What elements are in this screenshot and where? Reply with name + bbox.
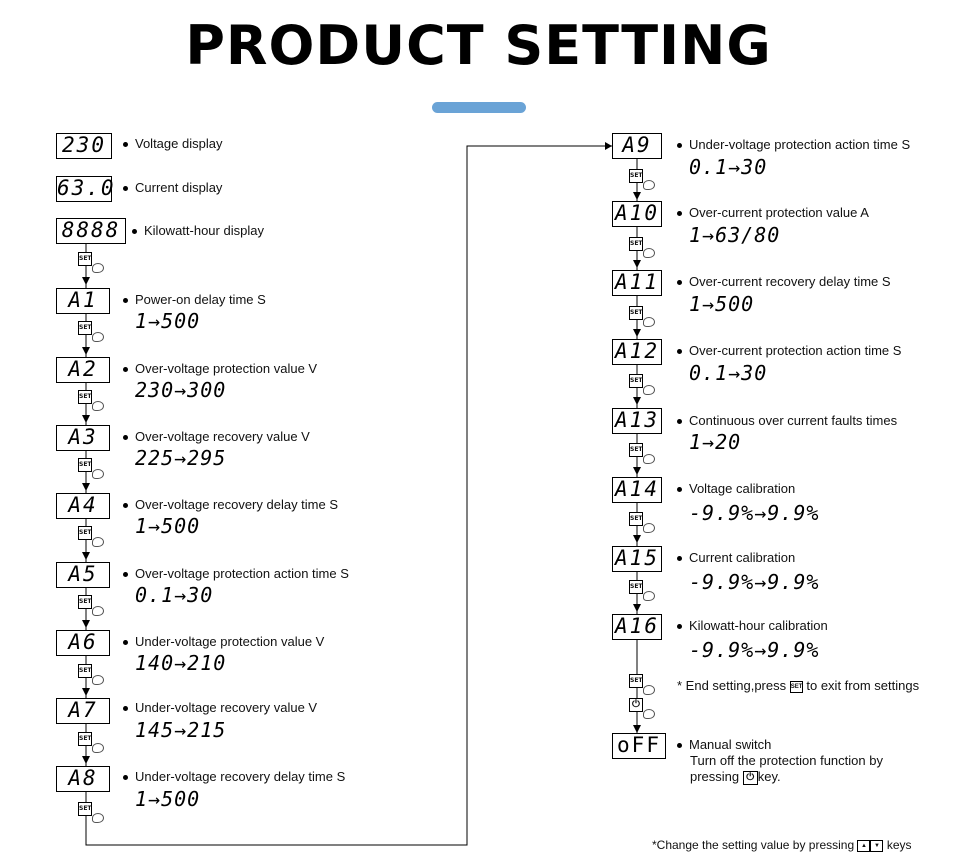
kwh-display-label: Kilowatt-hour display [132,223,264,238]
a2-range: 230→300 [135,378,227,402]
lcd-a3: A3 [56,425,110,451]
power-key-icon: ⏻ [743,771,758,785]
a6-range: 140→210 [135,651,227,675]
bullet-icon [132,229,137,234]
finger-press-icon [643,523,655,533]
finger-press-icon [92,401,104,411]
lcd-a4: A4 [56,493,110,519]
lcd-kwh-display: 8888 [56,218,126,244]
lcd-a11: A11 [612,270,662,296]
bullet-icon [677,419,682,424]
a15-label: Current calibration [677,550,795,565]
a7-range: 145→215 [135,718,227,742]
end-setting-note: * End setting,press SET to exit from settings [677,678,920,693]
finger-press-icon [643,317,655,327]
lcd-voltage-display: 230 [56,133,112,159]
a16-range: -9.9%→9.9% [689,638,820,662]
a15-range: -9.9%→9.9% [689,570,820,594]
page-title: PRODUCT SETTING [185,14,772,77]
finger-press-icon [643,385,655,395]
lcd-a6: A6 [56,630,110,656]
finger-press-icon [92,743,104,753]
bullet-icon [123,503,128,508]
lcd-a15: A15 [612,546,662,572]
finger-press-icon [643,709,655,719]
a3-label: Over-voltage recovery value V [123,429,310,444]
bullet-icon [123,298,128,303]
set-key-icon: SET [629,674,643,688]
bullet-icon [123,775,128,780]
lcd-a16: A16 [612,614,662,640]
set-key-icon: SET [78,664,92,678]
set-key-icon: SET [629,374,643,388]
bullet-icon [677,556,682,561]
finger-press-icon [92,332,104,342]
a2-label: Over-voltage protection value V [123,361,317,376]
finger-press-icon [92,606,104,616]
bullet-icon [677,211,682,216]
a12-range: 0.1→30 [689,361,768,385]
set-key-icon: SET [78,321,92,335]
finger-press-icon [643,591,655,601]
finger-press-icon [643,248,655,258]
set-key-icon: SET [78,526,92,540]
bullet-icon [677,487,682,492]
bullet-icon [677,743,682,748]
set-key-icon: SET [790,681,803,693]
finger-press-icon [643,685,655,695]
bullet-icon [677,280,682,285]
a14-label: Voltage calibration [677,481,795,496]
bullet-icon [123,142,128,147]
lcd-off: oFF [612,733,666,759]
a10-range: 1→63/80 [689,223,781,247]
lcd-a13: A13 [612,408,662,434]
lcd-a8: A8 [56,766,110,792]
a14-range: -9.9%→9.9% [689,501,820,525]
set-key-icon: SET [78,252,92,266]
a1-label: Power-on delay time S [123,292,266,307]
a4-label: Over-voltage recovery delay time S [123,497,338,512]
a11-range: 1→500 [689,292,755,316]
a8-label: Under-voltage recovery delay time S [123,769,345,784]
lcd-a1: A1 [56,288,110,314]
lcd-a12: A12 [612,339,662,365]
current-display-label: Current display [123,180,222,195]
footer-note: *Change the setting value by pressing ▲ ▼ keys [652,838,912,852]
a12-label: Over-current protection action time S [677,343,901,358]
bullet-icon [677,143,682,148]
set-key-icon: SET [78,732,92,746]
finger-press-icon [92,813,104,823]
bullet-icon [123,435,128,440]
lcd-current-display: 63.0 [57,176,116,200]
lcd-a14: A14 [612,477,662,503]
set-key-icon: SET [78,390,92,404]
lcd-a5: A5 [56,562,110,588]
finger-press-icon [643,180,655,190]
a1-range: 1→500 [135,309,201,333]
a7-label: Under-voltage recovery value V [123,700,317,715]
manual-switch-desc: Turn off the protection function by [690,753,883,768]
a6-label: Under-voltage protection value V [123,634,324,649]
down-key-icon: ▼ [870,840,883,852]
bullet-icon [123,706,128,711]
a13-range: 1→20 [689,430,742,454]
a16-label: Kilowatt-hour calibration [677,618,828,633]
a5-label: Over-voltage protection action time S [123,566,349,581]
set-key-icon: SET [629,237,643,251]
lcd-a9: A9 [612,133,662,159]
a9-range: 0.1→30 [689,155,768,179]
lcd-a2: A2 [56,357,110,383]
a4-range: 1→500 [135,514,201,538]
finger-press-icon [92,469,104,479]
a5-range: 0.1→30 [135,583,214,607]
set-key-icon: SET [78,802,92,816]
a9-label: Under-voltage protection action time S [677,137,910,152]
a8-range: 1→500 [135,787,201,811]
finger-press-icon [92,675,104,685]
set-key-icon: SET [78,595,92,609]
manual-switch-label: Manual switch [677,737,771,752]
lcd-a10: A10 [612,201,662,227]
set-key-icon: SET [629,512,643,526]
finger-press-icon [92,263,104,273]
bullet-icon [677,349,682,354]
finger-press-icon [643,454,655,464]
up-key-icon: ▲ [857,840,870,852]
bullet-icon [677,624,682,629]
set-key-icon: SET [629,580,643,594]
bullet-icon [123,367,128,372]
bullet-icon [123,186,128,191]
finger-press-icon [92,537,104,547]
lcd-a7: A7 [56,698,110,724]
set-key-icon: SET [629,443,643,457]
a11-label: Over-current recovery delay time S [677,274,891,289]
a13-label: Continuous over current faults times [677,413,897,428]
a10-label: Over-current protection value A [677,205,869,220]
power-key-icon: ⏻ [629,698,643,712]
set-key-icon: SET [629,169,643,183]
voltage-display-label: Voltage display [123,136,222,151]
a3-range: 225→295 [135,446,227,470]
set-key-icon: SET [629,306,643,320]
set-key-icon: SET [78,458,92,472]
bullet-icon [123,572,128,577]
bullet-icon [123,640,128,645]
manual-switch-desc-2: pressing ⏻ key. [690,769,781,784]
